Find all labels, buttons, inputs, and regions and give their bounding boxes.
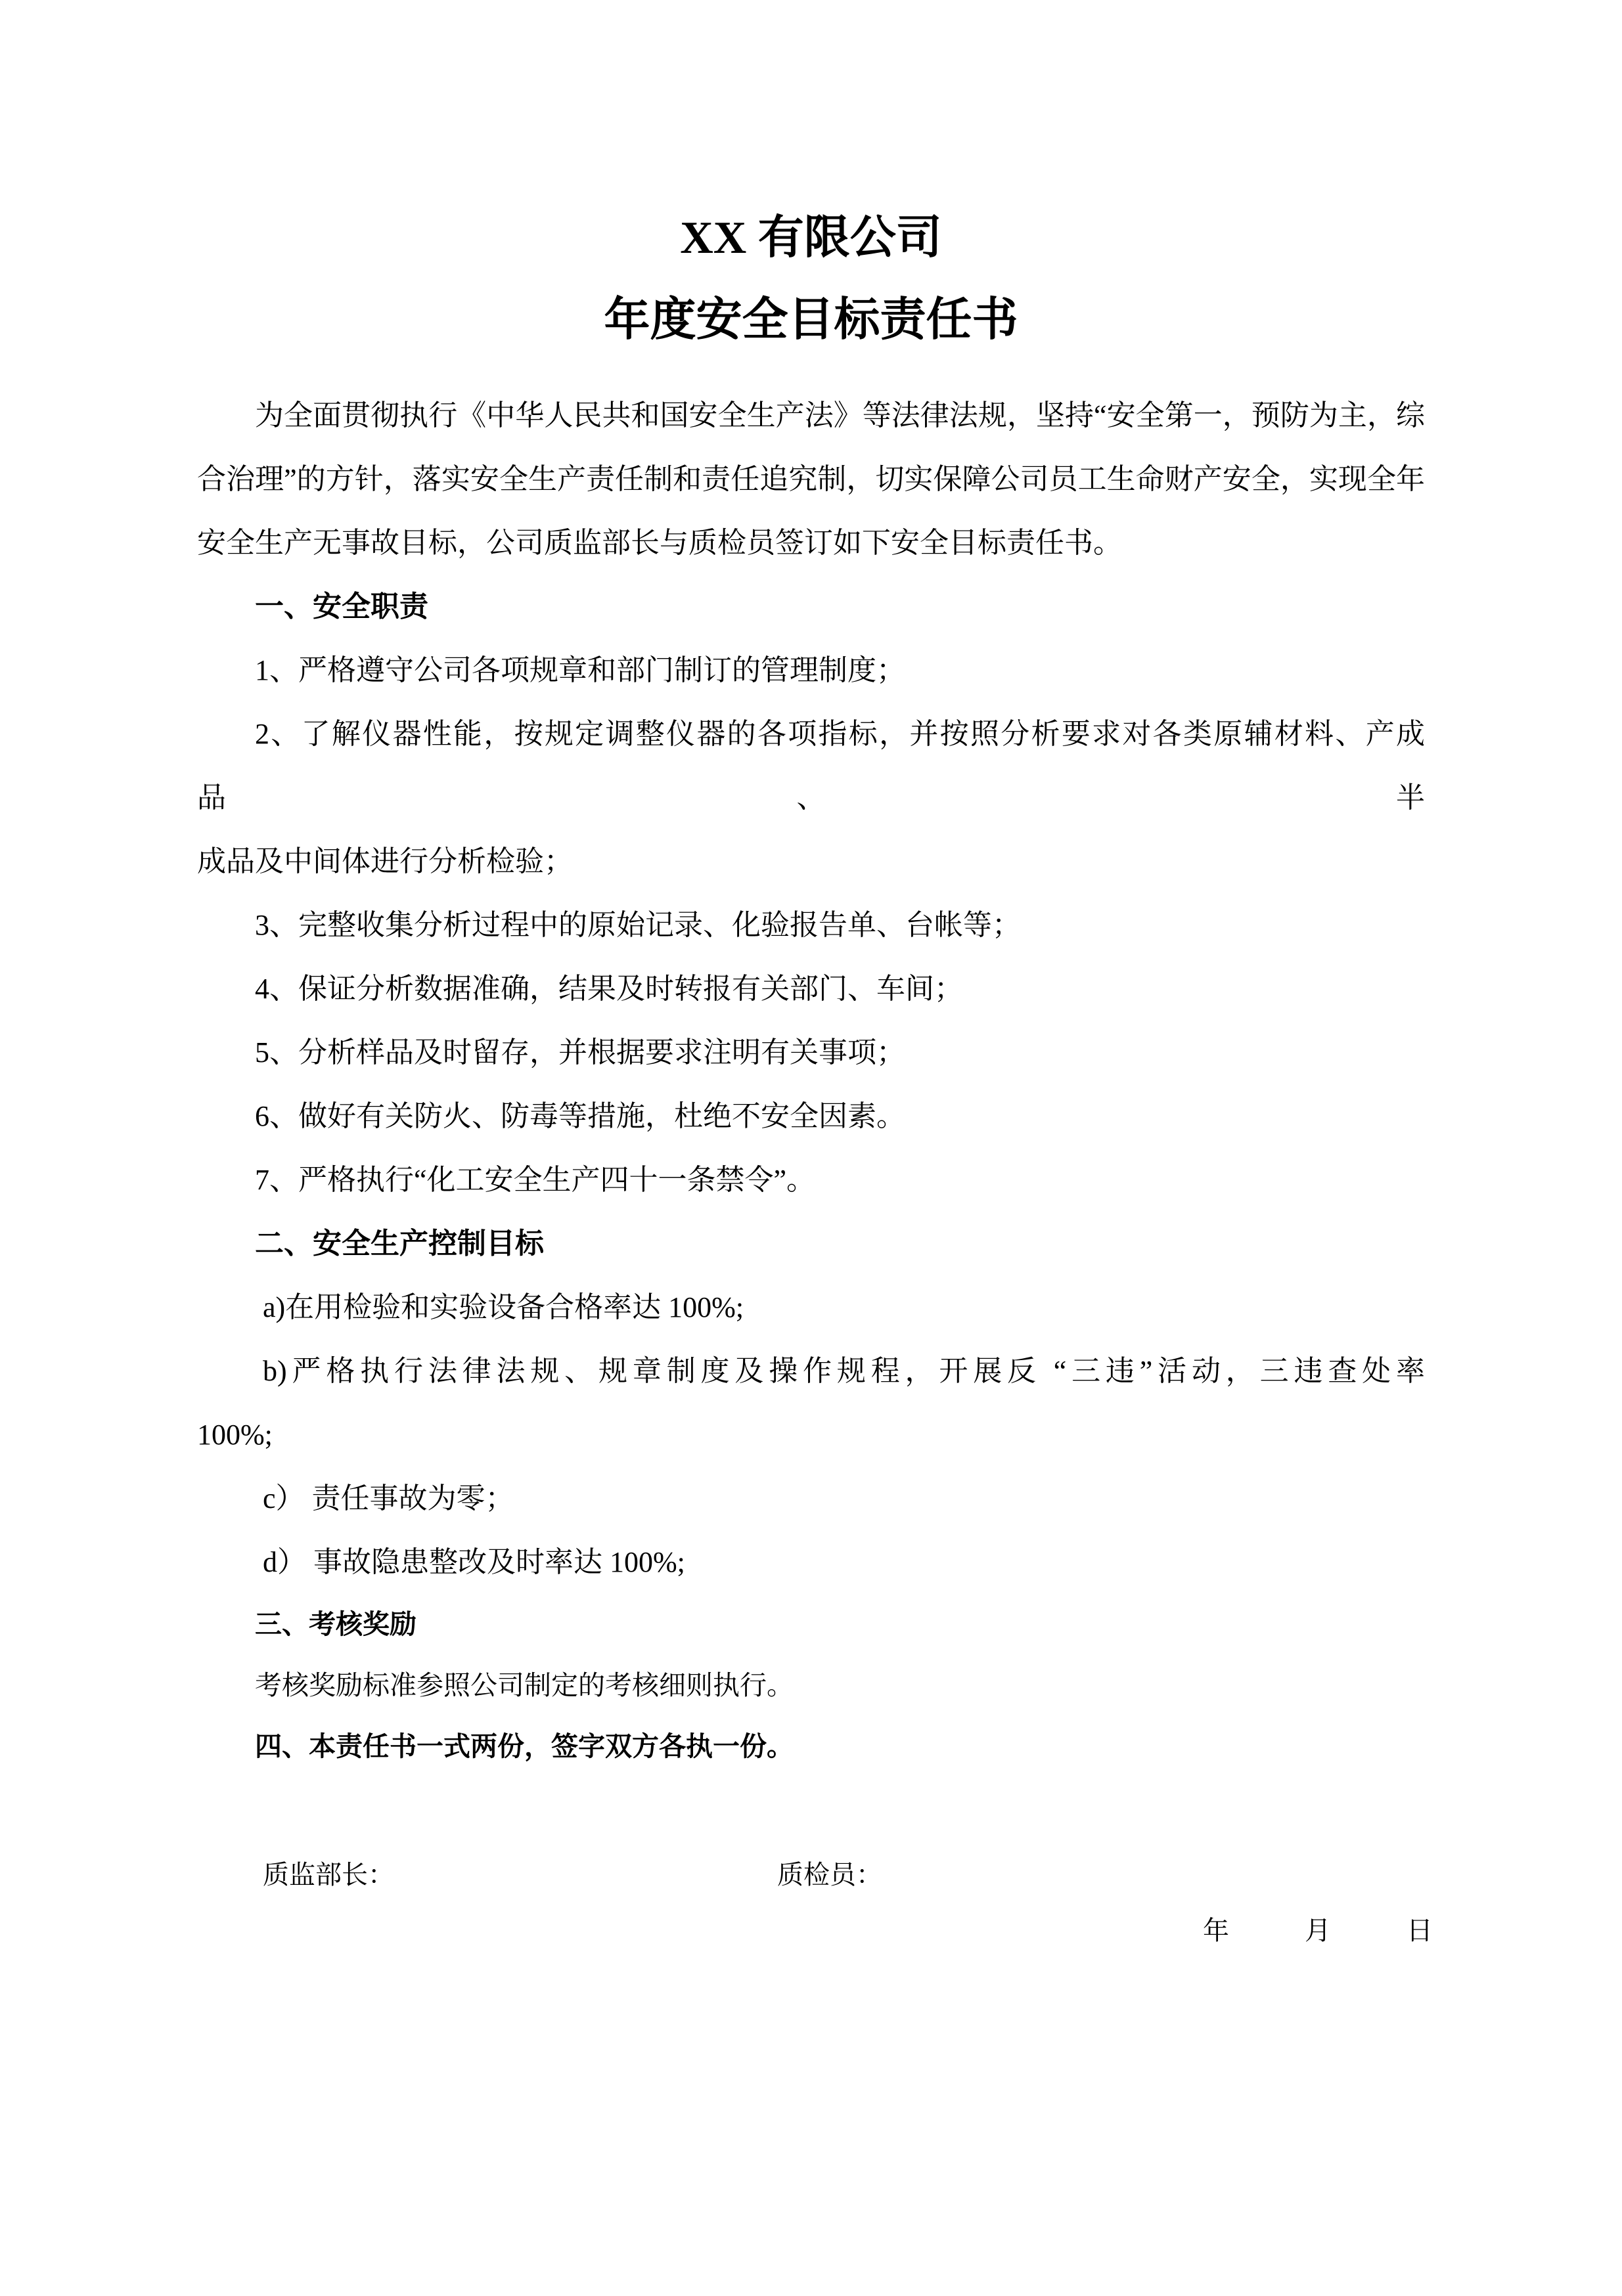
date-row xyxy=(197,1903,1433,1958)
intro-line-3: 安全生产无事故目标，公司质监部长与质检员签订如下安全目标责任书。 xyxy=(197,527,1122,559)
section-2-item-c: c） 责任事故为零； xyxy=(263,1482,514,1514)
section-2-heading: 二、安全生产控制目标 xyxy=(255,1227,544,1260)
company-title: XX 有限公司 xyxy=(680,213,942,263)
date-month-label: 月 xyxy=(1305,1916,1331,1945)
signature-left-label: 质监部长： xyxy=(263,1860,394,1889)
section-1-item-3: 3、完整收集分析过程中的原始记录、化验报告单、台帐等； xyxy=(255,909,1021,941)
section-4-heading: 四、本责任书一式两份，签字双方各执一份。 xyxy=(255,1731,794,1761)
document-body-small xyxy=(197,1594,1425,1777)
document-body xyxy=(197,384,1425,1594)
section-2-item-a: a)在用检验和实验设备合格率达 100%; xyxy=(263,1291,744,1323)
section-1-item-1: 1、严格遵守公司各项规章和部门制订的管理制度； xyxy=(255,654,905,686)
section-1-item-7: 7、严格执行“化工安全生产四十一条禁令”。 xyxy=(255,1164,816,1196)
document-title: 年度安全目标责任书 xyxy=(604,295,1018,345)
section-1-heading: 一、安全职责 xyxy=(255,590,428,623)
section-2-item-d: d） 事故隐患整改及时率达 100%; xyxy=(263,1546,685,1578)
signature-row xyxy=(197,1847,1425,1903)
section-3-heading: 三、考核奖励 xyxy=(255,1609,417,1639)
section-1-item-2-line-2: 成品及中间体进行分析检验； xyxy=(197,845,573,877)
date-year-label: 年 xyxy=(1203,1916,1229,1945)
signature-right-label: 质检员： xyxy=(777,1860,882,1889)
intro-line-2: 合治理”的方针，落实安全生产责任制和责任追究制，切实保障公司员工生命财产安全，实现全年 xyxy=(197,463,1425,495)
section-1-item-4: 4、保证分析数据准确，结果及时转报有关部门、车间； xyxy=(255,973,963,1005)
date-day-label: 日 xyxy=(1407,1916,1433,1945)
section-2-item-b-line-1: b)严格执行法律法规、规章制度及操作规程，开展反 “三违”活动，三违查处率 xyxy=(263,1355,1425,1387)
section-1-item-2-line-1: 2、了解仪器性能，按规定调整仪器的各项指标，并按照分析要求对各类原辅材料、产成品、半 xyxy=(197,718,1425,814)
section-1-item-6: 6、做好有关防火、防毒等措施，杜绝不安全因素。 xyxy=(255,1100,905,1132)
intro-line-1: 为全面贯彻执行《中华人民共和国安全生产法》等法律法规，坚持“安全第一，预防为主，综 xyxy=(255,399,1425,431)
section-3-body: 考核奖励标准参照公司制定的考核细则执行。 xyxy=(255,1670,794,1700)
section-1-item-5: 5、分析样品及时留存，并根据要求注明有关事项； xyxy=(255,1036,905,1069)
section-2-item-b-line-2: 100%; xyxy=(197,1419,273,1451)
